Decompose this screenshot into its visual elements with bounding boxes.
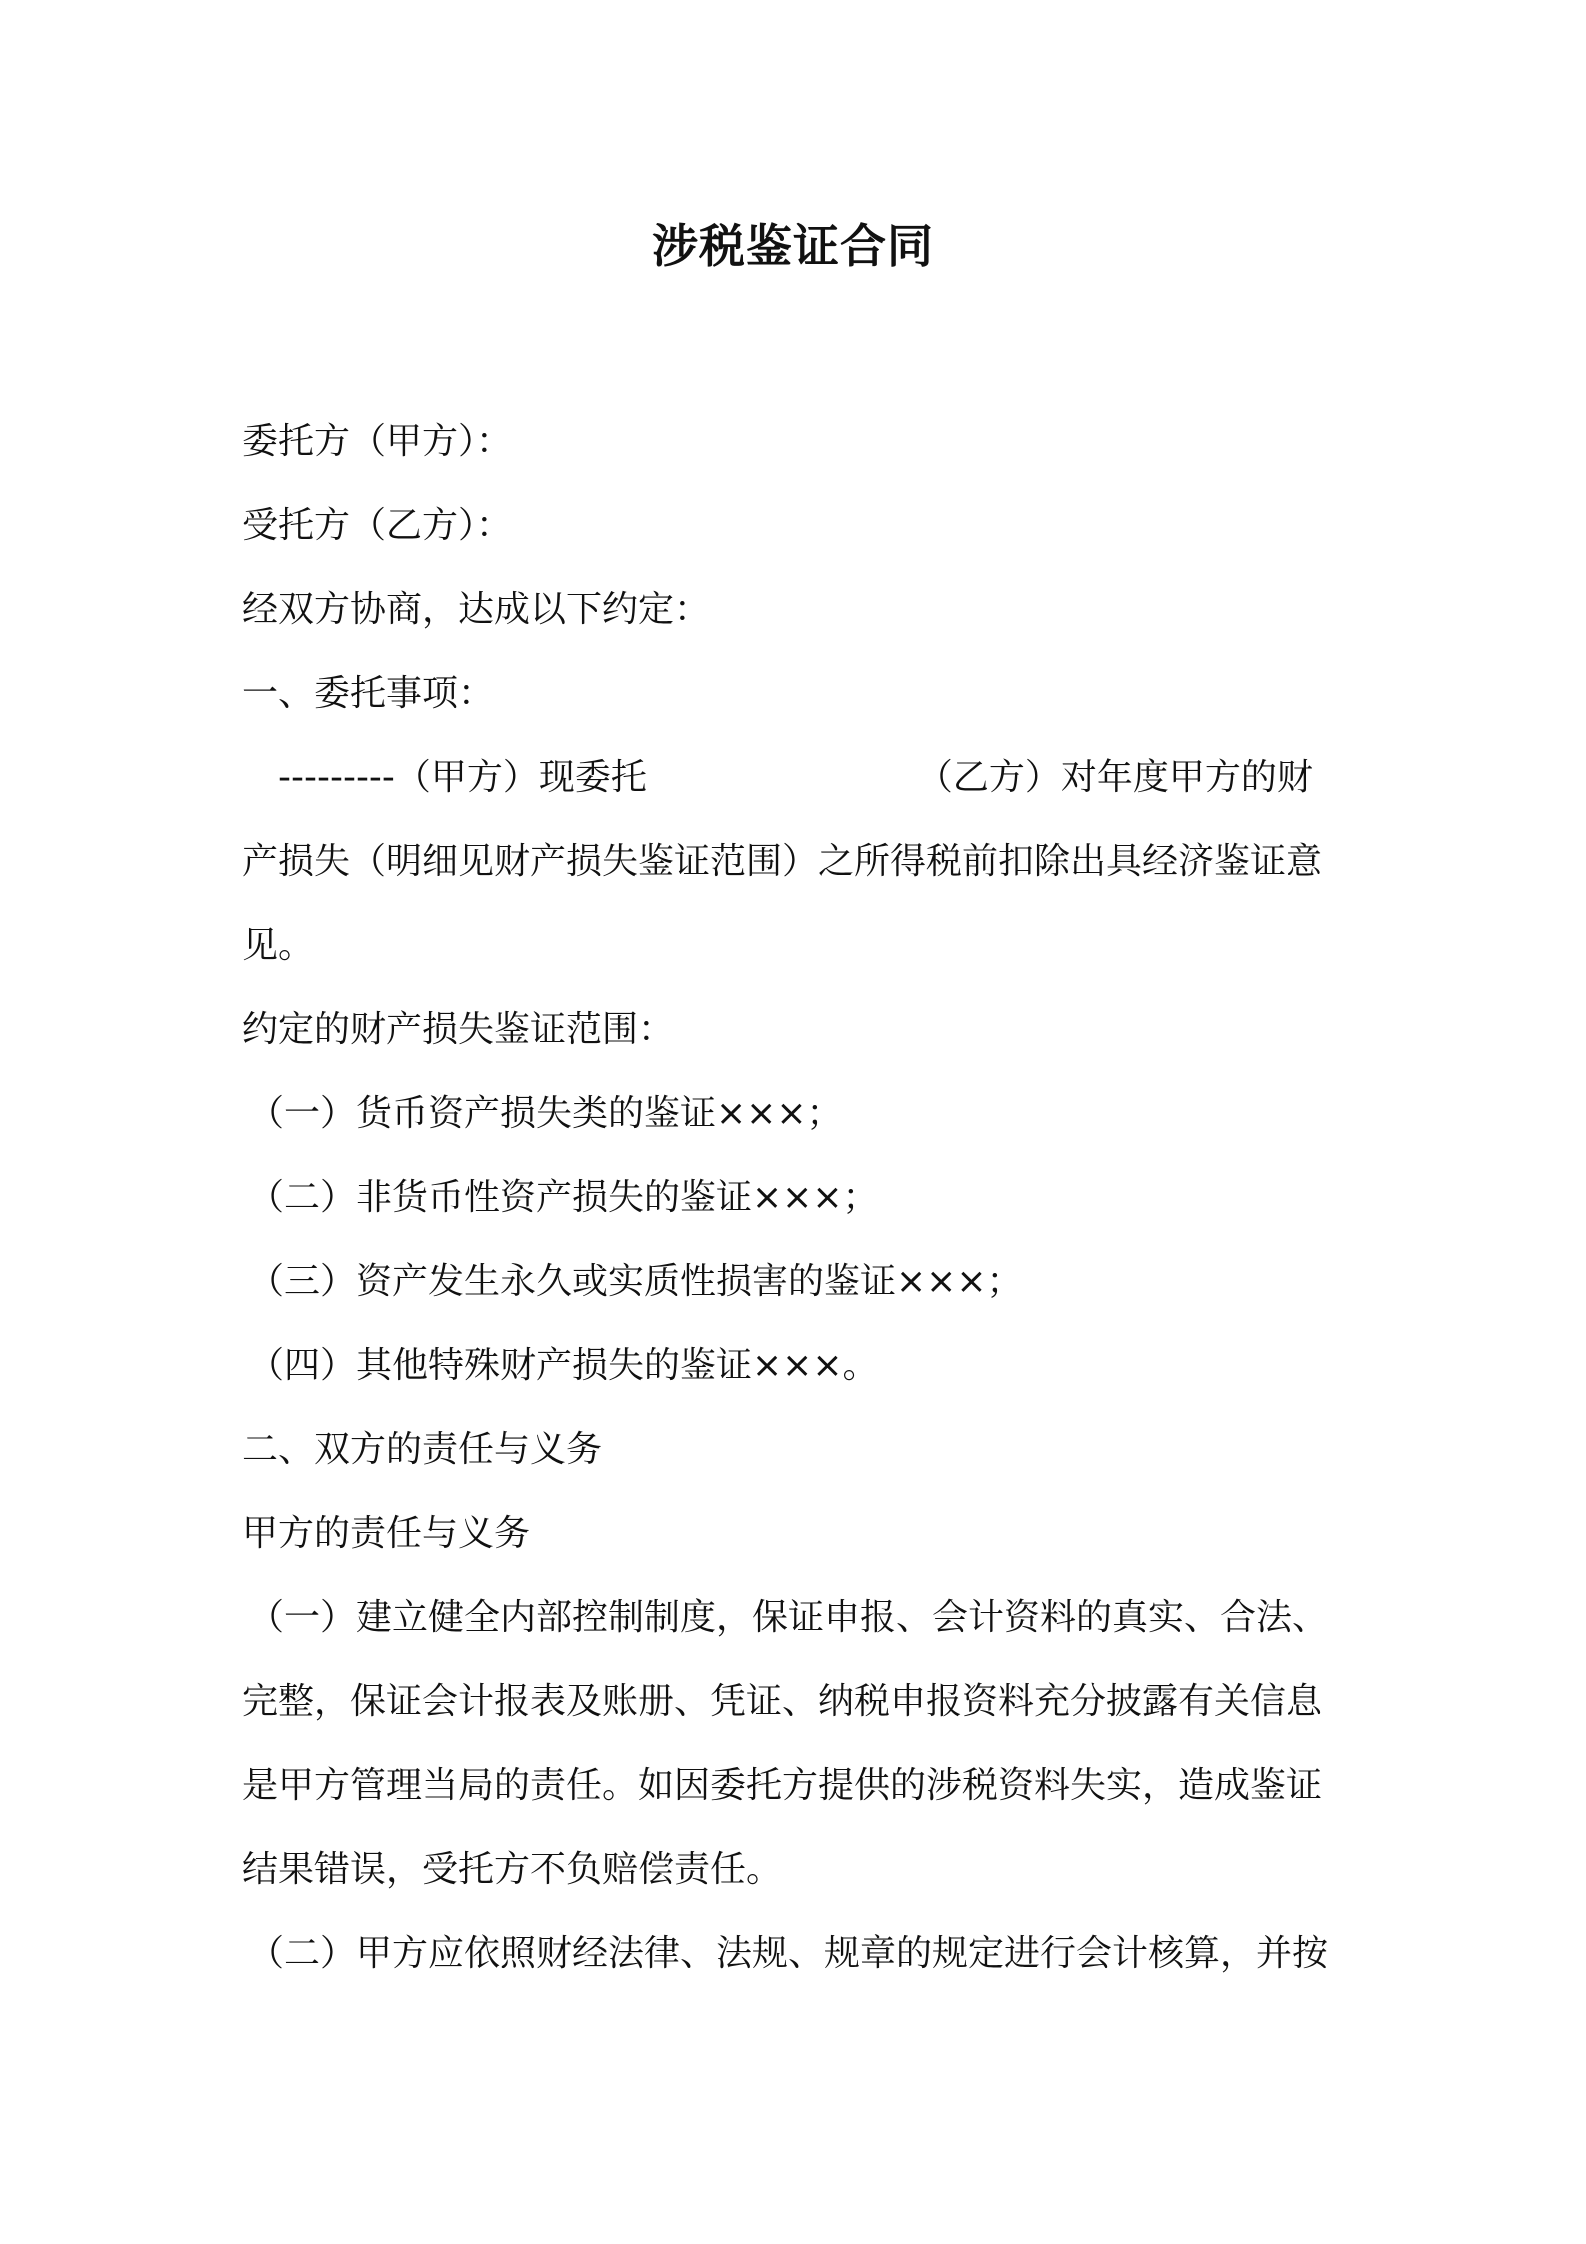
section1-para-line2: 产损失（明细见财产损失鉴证范围）之所得税前扣除出具经济鉴证意 (242, 841, 1323, 882)
document-body (242, 400, 1362, 1996)
scope-heading: 约定的财产损失鉴证范围： (242, 1009, 675, 1050)
party-b-line: 受托方（乙方）： (242, 505, 513, 546)
scope-item: （四）其他特殊财产损失的鉴证×××。 (248, 1345, 879, 1386)
section1-heading: 一、委托事项： (242, 673, 495, 714)
section2-heading: 二、双方的责任与义务 (242, 1429, 603, 1470)
section1-para-line3: 见。 (242, 925, 315, 966)
section1-para-line1 (242, 736, 1362, 820)
party-a-line: 委托方（甲方）： (242, 421, 513, 462)
section2-item2-line: （二）甲方应依照财经法律、法规、规章的规定进行会计核算，并按 (248, 1933, 1329, 1974)
section2-item1-line: 结果错误，受托方不负赔偿责任。 (242, 1849, 783, 1890)
scope-item: （一）货币资产损失类的鉴证×××； (248, 1093, 843, 1134)
section2-item1-line: 完整，保证会计报表及账册、凭证、纳税申报资料充分披露有关信息 (242, 1681, 1323, 1722)
scope-item: （三）资产发生永久或实质性损害的鉴证×××； (248, 1261, 1023, 1302)
section1-para-line1-end: （乙方）对年度甲方的财 (916, 757, 1313, 798)
section1-para-line1-start: ---------（甲方）现委托 (278, 757, 647, 798)
document-title: 涉税鉴证合同 (652, 219, 934, 273)
section2-item1-line: （一）建立健全内部控制制度，保证申报、会计资料的真实、合法、 (248, 1597, 1329, 1638)
scope-item: （二）非货币性资产损失的鉴证×××； (248, 1177, 879, 1218)
section2-item1-line: 是甲方管理当局的责任。如因委托方提供的涉税资料失实，造成鉴证 (242, 1765, 1323, 1806)
intro-line: 经双方协商，达成以下约定： (242, 589, 711, 630)
section2-sub-heading: 甲方的责任与义务 (242, 1513, 531, 1554)
